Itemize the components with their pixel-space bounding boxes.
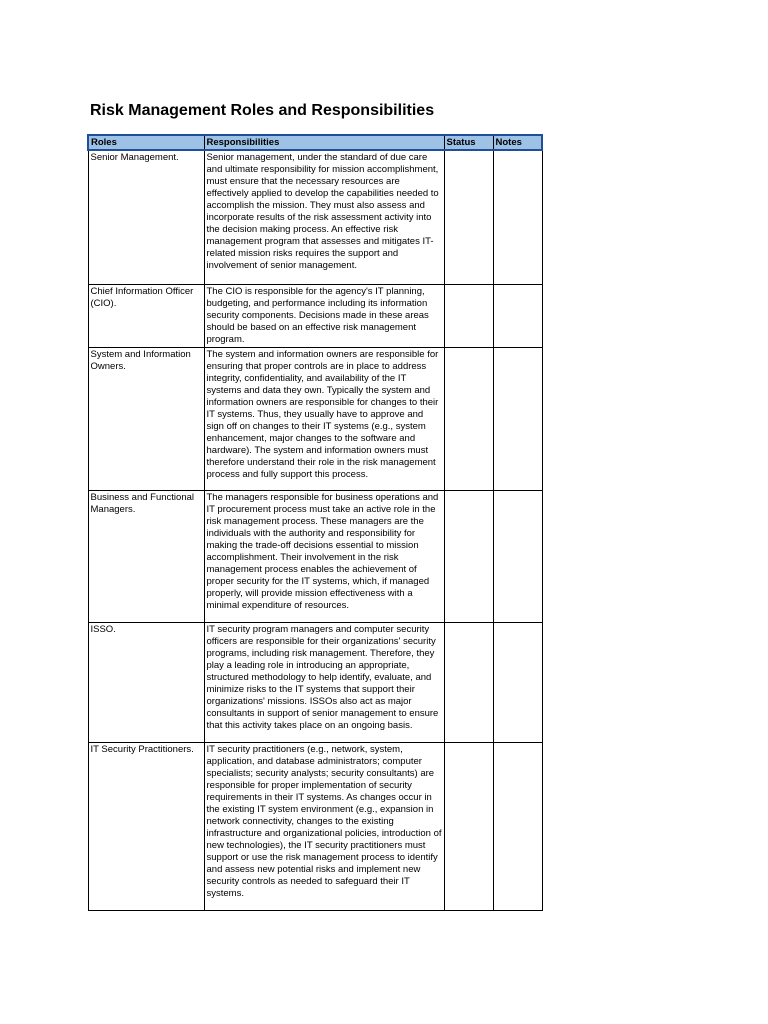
notes-cell[interactable] bbox=[493, 347, 542, 490]
header-roles: Roles bbox=[88, 135, 204, 150]
status-cell[interactable] bbox=[444, 622, 493, 742]
status-cell[interactable] bbox=[444, 347, 493, 490]
responsibility-text: The managers responsible for business operations and IT procurement process must take an active role in the risk management process. These managers are the individuals with the authority and responsibility for making the trade-off decisions essential to mission accomplishment. Their involvement in the risk management process enables the achievement of proper security for the IT systems, which, if managed properly, will provide mission effectiveness with a minimal expenditure of resources. bbox=[206, 491, 439, 611]
responsibility-text: Senior management, under the standard of due care and ultimate responsibility for mission accomplishment, must ensure that the necessary resources are effectively applied to develop the capabilities needed to accomplish the mission. They must also assess and incorporate results of the risk assessment activity into the decision making process. An effective risk management program that assesses and mitigates IT-related mission risks requires the support and involvement of senior management. bbox=[206, 152, 439, 271]
header-responsibilities: Responsibilities bbox=[204, 135, 444, 150]
responsibility-text: The system and information owners are responsible for ensuring that proper controls are in place to address integrity, confidentiality, and availability of the IT systems and data they own. Typically the system and information owners are responsible for changes to their IT systems. Thus, they usually have to approve and sign off on changes to their IT systems (e.g., system enhancement, major changes to the software and hardware). The system and information owners must therefore understand their role in the risk management process and fully support this process. bbox=[206, 348, 439, 480]
table-row bbox=[88, 150, 542, 284]
role-text: ISSO. bbox=[90, 623, 116, 635]
responsibility-cell bbox=[204, 490, 444, 622]
role-cell bbox=[88, 742, 204, 910]
role-text: IT Security Practitioners. bbox=[90, 743, 194, 755]
notes-cell[interactable] bbox=[493, 742, 542, 910]
page-title: Risk Management Roles and Responsibilities bbox=[90, 102, 435, 119]
notes-cell[interactable] bbox=[493, 150, 542, 284]
role-cell bbox=[88, 622, 204, 742]
header-notes: Notes bbox=[493, 135, 542, 150]
status-cell[interactable] bbox=[444, 150, 493, 284]
role-cell bbox=[88, 284, 204, 347]
responsibility-text: IT security practitioners (e.g., network, system, application, and database administrators; computer specialists; security analysts; security consultants) are responsible for proper implementation of security requirements in their IT systems. As changes occur in the existing IT system environment (e.g., expansion in network connectivity, changes to the existing infrastructure and organizational policies, introduction of new technologies), the IT security practitioners must support or use the risk management process to identify and assess new potential risks and implement new security controls as needed to safeguard their IT systems. bbox=[206, 743, 442, 899]
notes-cell[interactable] bbox=[493, 284, 542, 347]
table-row bbox=[88, 742, 542, 910]
table-row bbox=[88, 622, 542, 742]
notes-cell[interactable] bbox=[493, 490, 542, 622]
status-cell[interactable] bbox=[444, 742, 493, 910]
role-cell bbox=[88, 490, 204, 622]
role-text: System and Information Owners. bbox=[90, 348, 191, 372]
notes-cell[interactable] bbox=[493, 622, 542, 742]
status-cell[interactable] bbox=[444, 490, 493, 622]
responsibility-text: IT security program managers and computer security officers are responsible for their organizations' security programs, including risk management. Therefore, they play a leading role in introducing an appropriate, structured methodology to help identify, evaluate, and minimize risks to the IT systems that support their organizations' missions. ISSOs also act as major consultants in support of senior management to ensure that this activity takes place on an ongoing basis. bbox=[206, 623, 439, 731]
responsibility-cell bbox=[204, 622, 444, 742]
role-cell bbox=[88, 347, 204, 490]
roles-responsibilities-table bbox=[87, 134, 543, 911]
responsibility-cell bbox=[204, 284, 444, 347]
role-text: Business and Functional Managers. bbox=[90, 491, 195, 515]
table-header-row bbox=[88, 135, 542, 150]
table-row bbox=[88, 347, 542, 490]
status-cell[interactable] bbox=[444, 284, 493, 347]
responsibility-cell bbox=[204, 742, 444, 910]
role-cell bbox=[88, 150, 204, 284]
role-text: Chief Information Officer (CIO). bbox=[90, 285, 194, 309]
responsibility-cell bbox=[204, 347, 444, 490]
header-status: Status bbox=[444, 135, 493, 150]
responsibility-text: The CIO is responsible for the agency's IT planning, budgeting, and performance including its information security components. Decisions made in these areas should be based on an effective risk management program. bbox=[206, 285, 429, 345]
table-row bbox=[88, 490, 542, 622]
role-text: Senior Management. bbox=[90, 152, 179, 163]
table-row bbox=[88, 284, 542, 347]
responsibility-cell bbox=[204, 150, 444, 284]
